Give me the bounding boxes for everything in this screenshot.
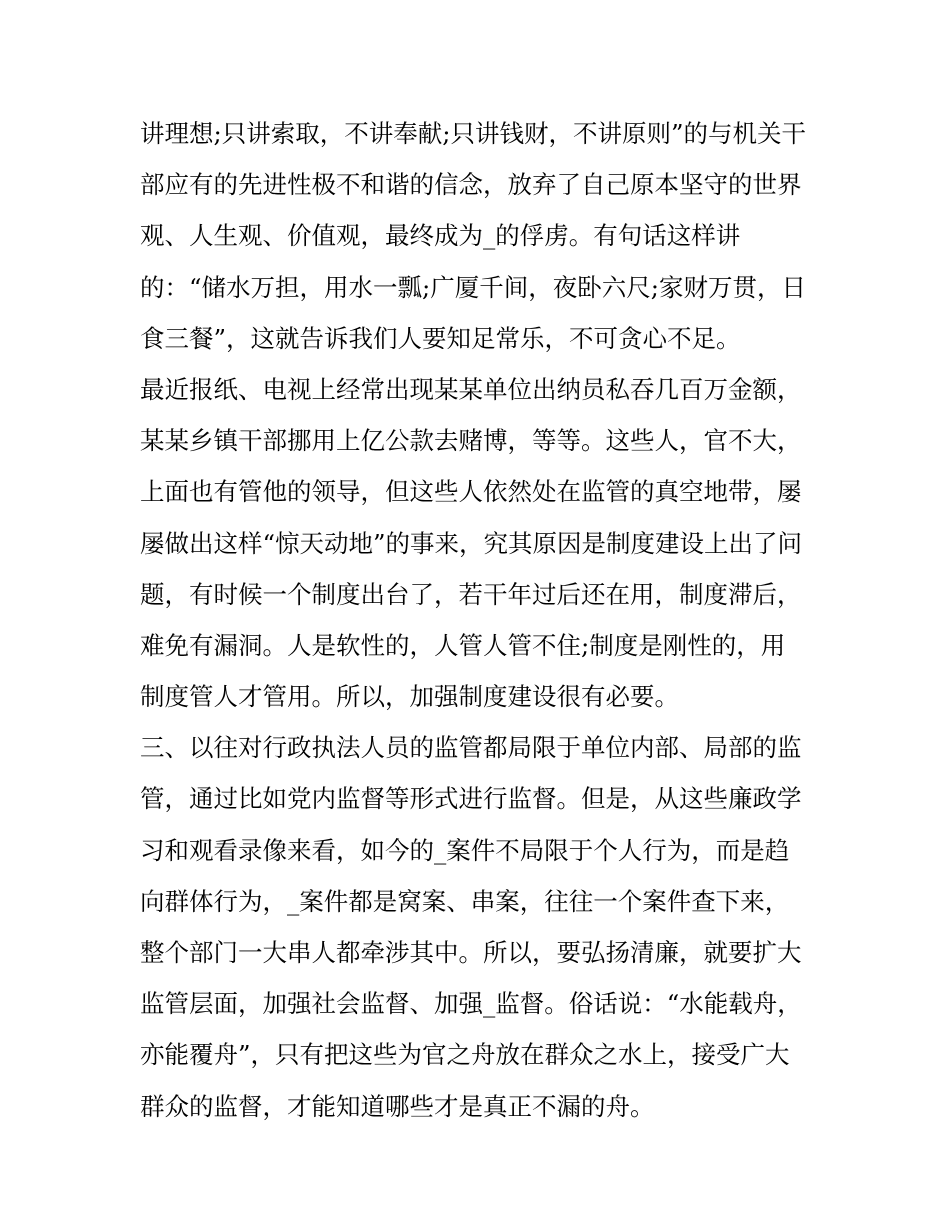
text-line: 难免有漏洞。人是软性的，人管人管不住;制度是刚性的，用 <box>140 630 786 660</box>
text-line: 的：“储水万担，用水一瓢;广厦千间，夜卧六尺;家财万贯，日 <box>140 272 807 302</box>
text-line: 向群体行为，_案件都是窝案、串案，往往一个案件查下来， <box>140 886 790 916</box>
text-line: 屡做出这样“惊天动地”的事来，究其原因是制度建设上出了问 <box>140 528 803 558</box>
text-line: 群众的监督，才能知道哪些才是真正不漏的舟。 <box>140 1091 655 1121</box>
text-line: 整个部门一大串人都牵涉其中。所以，要弘扬清廉，就要扩大 <box>140 938 802 967</box>
document-body <box>140 108 820 1132</box>
text-line: 部应有的先进性极不和谐的信念，放弃了自己原本坚守的世界 <box>140 170 802 200</box>
text-line: 习和观看录像来看，如今的_案件不局限于个人行为，而是趋 <box>140 835 790 865</box>
text-line: 监管层面，加强社会监督、加强_监督。俗话说：“水能载舟， <box>140 989 802 1019</box>
text-line: 三、以往对行政执法人员的监管都局限于单位内部、局部的监 <box>140 733 802 763</box>
text-line: 题，有时候一个制度出台了，若干年过后还在用，制度滞后， <box>140 579 802 609</box>
text-line: 管，通过比如党内监督等形式进行监督。但是，从这些廉政学 <box>140 784 802 814</box>
text-line: 制度管人才管用。所以，加强制度建设很有必要。 <box>140 682 679 712</box>
text-line: 观、人生观、价值观，最终成为_的俘虏。有句话这样讲 <box>140 221 741 251</box>
text-line: 某某乡镇干部挪用上亿公款去赌博，等等。这些人，官不大， <box>140 426 802 456</box>
text-line: 食三餐”，这就告诉我们人要知足常乐，不可贪心不足。 <box>140 323 741 353</box>
text-line: 亦能覆舟”，只有把这些为官之舟放在群众之水上，接受广大 <box>140 1040 790 1070</box>
text-line: 讲理想;只讲索取，不讲奉献;只讲钱财，不讲原则”的与机关干 <box>140 119 807 148</box>
text-line: 上面也有管他的领导，但这些人依然处在监管的真空地带，屡 <box>140 477 802 507</box>
text-line: 最近报纸、电视上经常出现某某单位出纳员私吞几百万金额， <box>140 374 802 404</box>
